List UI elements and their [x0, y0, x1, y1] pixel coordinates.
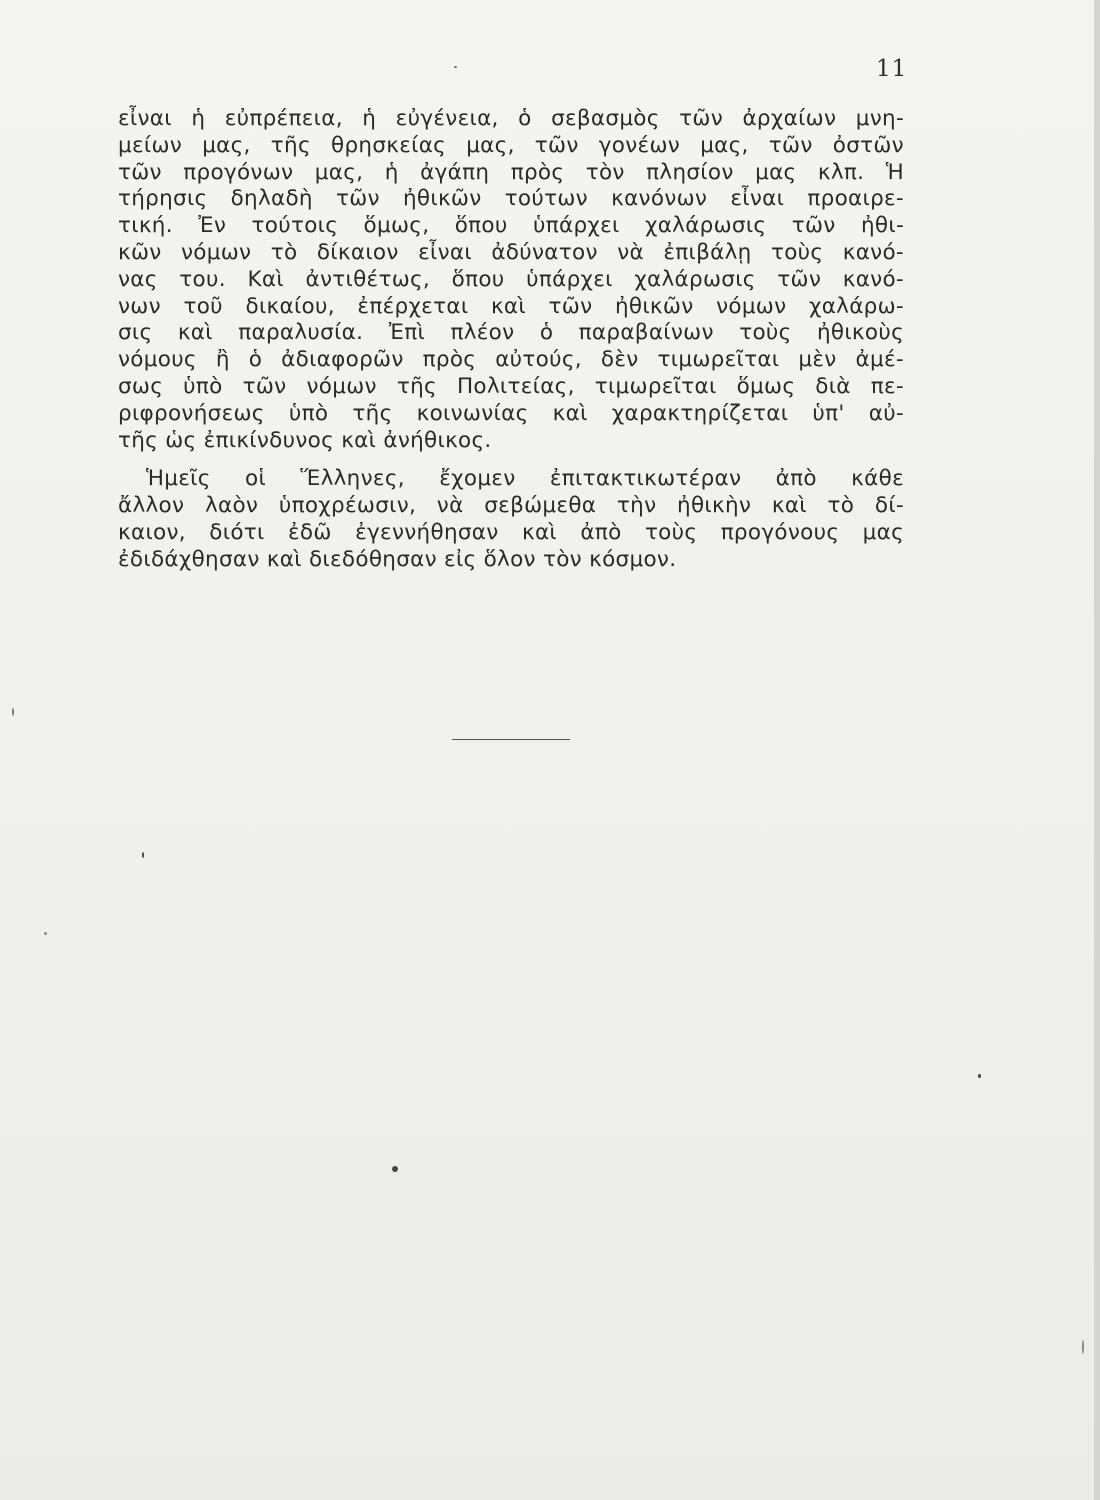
text-line: καιον, διότι ἐδῶ ἐγεννήθησαν καὶ ἀπὸ τοὺς προγόνους μας	[118, 519, 904, 545]
ink-speck	[12, 708, 14, 716]
text-line: νας του. Καὶ ἀντιθέτως, ὅπου ὑπάρχει χαλάρωσις τῶν κανό-	[118, 266, 904, 292]
ink-speck	[44, 932, 47, 935]
text-line: Ἡμεῖς οἱ Ἕλληνες, ἔχομεν ἐπιτακτικωτέραν ἀπὸ κάθε	[146, 466, 904, 492]
text-line: ριφρονήσεως ὑπὸ τῆς κοινωνίας καὶ χαρακτηρίζεται ὑπ' αὐ-	[118, 400, 904, 426]
text-line: τῶν προγόνων μας, ἡ ἀγάπη πρὸς τὸν πλησίον μας κλπ. Ἡ	[118, 159, 904, 185]
ink-speck	[392, 1166, 398, 1172]
text-line: κῶν νόμων τὸ δίκαιον εἶναι ἀδύνατον νὰ ἐπιβάλῃ τοὺς κανό-	[118, 239, 904, 265]
text-line: εἶναι ἡ εὐπρέπεια, ἡ εὐγένεια, ὁ σεβασμὸς τῶν ἀρχαίων μνη-	[118, 106, 904, 131]
text-line: ἄλλον λαὸν ὑποχρέωσιν, νὰ σεβώμεθα τὴν ἠθικὴν καὶ τὸ δί-	[118, 493, 904, 519]
text-line: μείων μας, τῆς θρησκείας μας, τῶν γονέων μας, τῶν ὀστῶν	[118, 132, 904, 158]
text-line: σως ὑπὸ τῶν νόμων τῆς Πολιτείας, τιμωρεῖται ὅμως διὰ πε-	[118, 373, 904, 399]
text-line: τῆς ὡς ἐπικίνδυνος καὶ ἀνήθικος.	[118, 427, 492, 453]
paragraph-1	[118, 106, 904, 454]
body-text	[118, 106, 904, 574]
text-line: ἐδιδάχθησαν καὶ διεδόθησαν εἰς ὅλον τὸν κόσμον.	[118, 546, 677, 572]
ink-speck	[454, 66, 457, 68]
text-line: τική. Ἐν τούτοις ὅμως, ὅπου ὑπάρχει χαλάρωσις τῶν ἠθι-	[118, 213, 904, 239]
ink-speck	[1082, 1340, 1084, 1354]
text-line: σις καὶ παραλυσία. Ἐπὶ πλέον ὁ παραβαίνων τοὺς ἠθικοὺς	[118, 320, 904, 346]
ink-speck	[978, 1074, 981, 1078]
text-line: τήρησις δηλαδὴ τῶν ἠθικῶν τούτων κανόνων εἶναι προαιρε-	[118, 186, 904, 212]
text-line: νόμους ἢ ὁ ἀδιαφορῶν πρὸς αὐτούς, δὲν τιμωρεῖται μὲν ἀμέ-	[118, 347, 904, 373]
text-line: νων τοῦ δικαίου, ἐπέρχεται καὶ τῶν ἠθικῶν νόμων χαλάρω-	[118, 293, 904, 319]
ink-speck	[142, 852, 144, 858]
paragraph-2	[118, 466, 904, 573]
page-number: 11	[876, 56, 908, 82]
section-divider	[452, 739, 570, 740]
scan-edge	[1094, 0, 1100, 1500]
